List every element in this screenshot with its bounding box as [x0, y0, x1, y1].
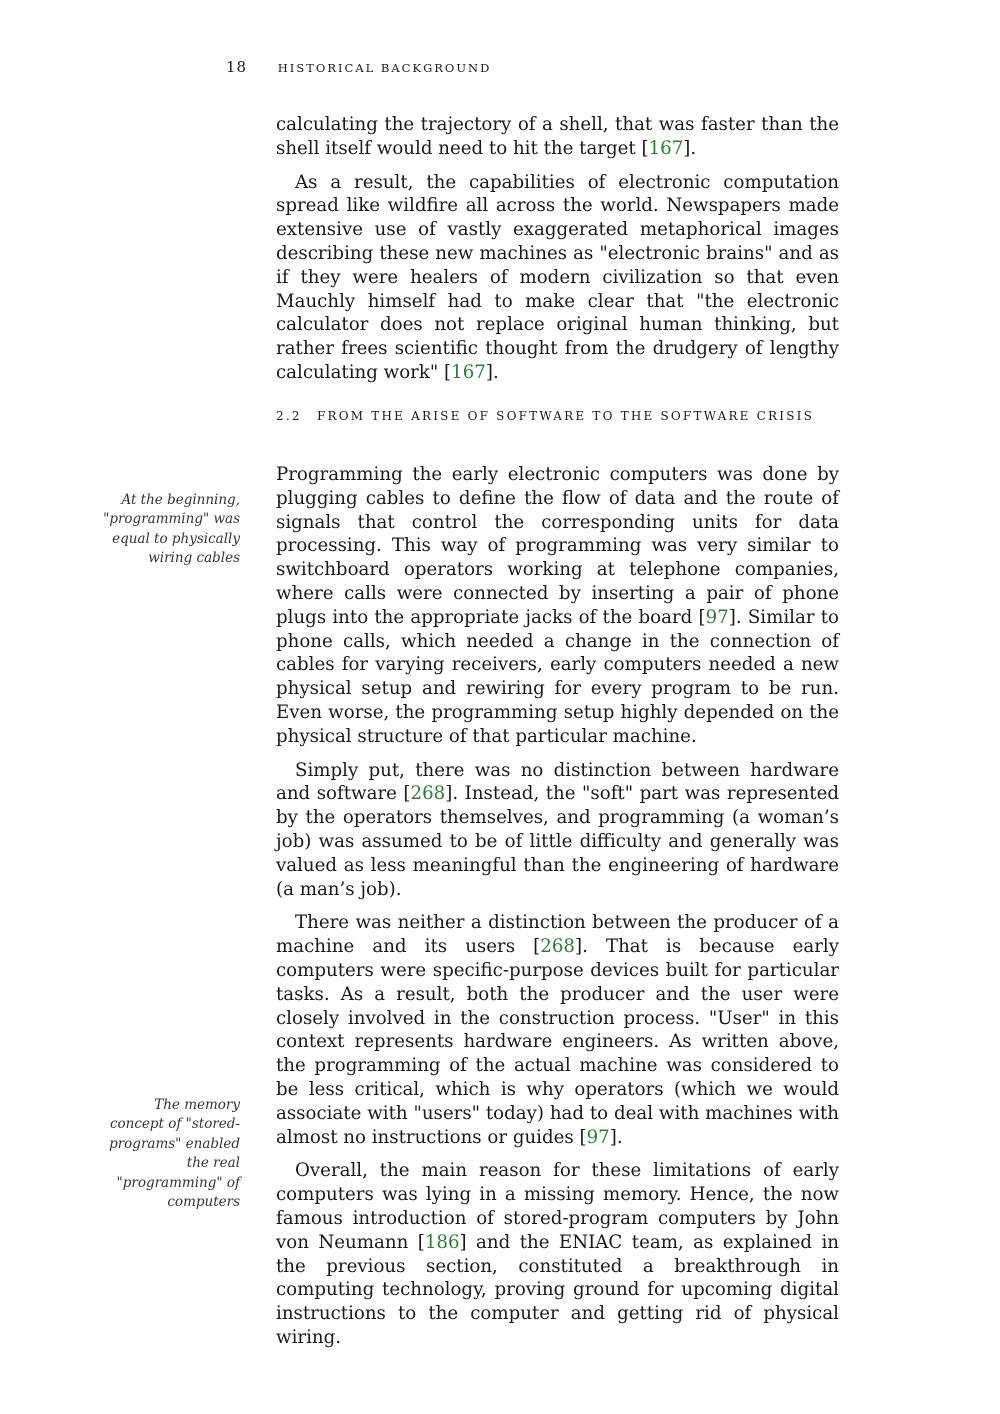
paragraph-result	[276, 171, 839, 385]
paragraph-text: Overall, the main reason for these limitations of early computers was lying in a missing memory. Hence, the now famous introduction of stored-program computers by John von Neumann [	[276, 1160, 839, 1253]
citation-link[interactable]: 97	[586, 1126, 610, 1148]
paragraph-text: Programming the early electronic computers was done by plugging cables to define the flow of data and the route of signals that control the corresponding units for data processing. This way of programming was very similar to switchboard operators working at telephone companies, where calls were connected by inserting a pair of phone plugs into the appropriate jacks of the board [	[276, 464, 839, 628]
body-text	[276, 113, 839, 385]
paragraph-simply-put	[276, 759, 839, 902]
paragraph-text: ] and the ENIAC team, as explained in the previous section, constituted a breakthrough in computing technology, proving ground for upcoming digital instructions to the computer and getting rid of physical wiring.	[276, 1231, 839, 1348]
running-header	[226, 58, 491, 76]
paragraph-continued	[276, 113, 839, 161]
citation-link[interactable]: 167	[648, 137, 684, 159]
paragraph-text: calculating the trajectory of a shell, that was faster than the shell itself would need to hit the target [	[276, 114, 839, 159]
citation-link[interactable]: 97	[705, 606, 729, 628]
paragraph-overall	[276, 1159, 839, 1349]
paragraph-text: ]. Instead, the "soft" part was represented by the operators themselves, and programming (a woman’s job) was assumed to be of little difficulty and generally was valued as less meaningful than the engineering of hardware (a man’s job).	[276, 783, 839, 900]
section-number: 2.2	[276, 409, 302, 423]
running-title: HISTORICAL BACKGROUND	[277, 61, 492, 75]
paragraph-text: As a result, the capabilities of electronic computation spread like wildfire all across the world. Newspapers made extensive use of vastly exaggerated metaphorical images describing these new machines as "electronic brains" and as if they were healers of modern civilization so that even Mauchly himself had to make clear that "the electronic calculator does not replace original human thinking, but rather frees scientific thought from the drudgery of lengthy calculating work" [	[276, 171, 839, 383]
section-title: FROM THE ARISE OF SOFTWARE TO THE SOFTWARE CRISIS	[317, 409, 814, 423]
paragraph-text: Simply put, there was no distinction between hardware and software [	[276, 759, 839, 805]
paragraph-text: ]. Similar to phone calls, which needed a change in the connection of cables for varying receivers, early computers needed a new physical setup and rewiring for every program to be run. Even worse, the programming setup highly depended on the physical structure of that particular machine.	[276, 606, 839, 747]
paragraph-text: ]. That is because early computers were specific-purpose devices built for particular tasks. As a result, both the producer and the user were closely involved in the construction process. "User" in this context represents hardware engineers. As written above, the programming of the actual machine was considered to be less critical, which is why operators (which we would associate with "users" today) had to deal with machines with almost no instructions or guides [	[276, 936, 839, 1148]
margin-note-wiring: At the beginning, "programming" was equal to physically wiring cables	[103, 492, 240, 567]
paragraph-text: ].	[485, 361, 499, 383]
section-body	[276, 463, 839, 1350]
paragraph-neither	[276, 911, 839, 1149]
paragraph-text: ].	[609, 1126, 623, 1148]
paragraph-text: ].	[683, 137, 697, 159]
citation-link[interactable]: 268	[410, 783, 446, 805]
page-number: 18	[226, 58, 248, 76]
citation-link[interactable]: 186	[424, 1231, 460, 1253]
margin-note-stored-programs: The memory concept of "stored-programs" enabled the real "programming" of computers	[109, 1097, 240, 1211]
section-heading	[276, 409, 856, 423]
paragraph-programming	[276, 463, 839, 749]
citation-link[interactable]: 268	[540, 936, 575, 958]
citation-link[interactable]: 167	[451, 361, 486, 383]
paragraph-text: There was neither a distinction between the producer of a machine and its users [	[276, 912, 839, 958]
